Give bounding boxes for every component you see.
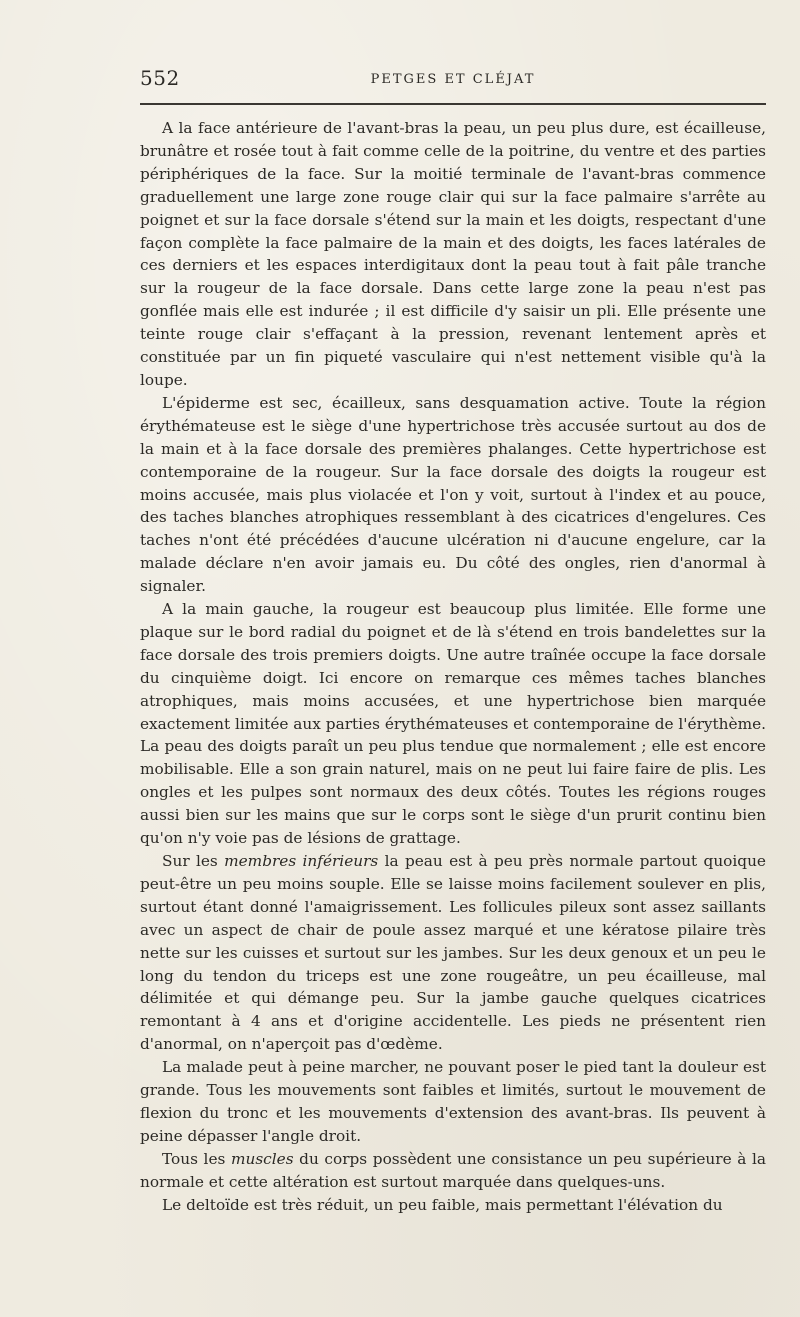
page-header [140,66,766,96]
italic-term: membres inférieurs [224,852,379,870]
paragraph: La malade peut à peine marcher, ne pouvant poser le pied tant la douleur est grande. Tous les mouvements sont faibles et limités, surtout le mouvement de flexion du tronc et les mouvements d'extension des avant-bras. Ils peuvent à peine dépasser l'angle droit. [140,1058,766,1145]
paragraph: Le deltoïde est très réduit, un peu faible, mais permettant l'élévation du [162,1195,723,1214]
paragraph-text: la peau est à peu près normale partout quoique peut-être un peu moins souple. Elle se laisse moins facilement soulever en plis, surtout étant donné l'amaigrissement. Les follicules pileux sont assez saillants avec un aspect de chair de poule assez marqué et une kératose pilaire très nette sur les cuisses et surtout sur les jambes. Sur les deux genoux et un peu le long du tendon du triceps est une zone rougeâtre, un peu écailleuse, mal délimitée et qui démange peu. Sur la jambe gauche quelques cicatrices remontant à 4 ans et d'origine accidentelle. Les pieds ne présentent rien d'anormal, on n'aperçoit pas d'œdème. [140,852,766,1054]
italic-term: muscles [230,1149,294,1168]
paragraph-text: du corps possèdent une consistance un peu supérieure à la normale et cette altération est surtout marquée dans quelques-uns. [140,1149,766,1191]
body-text [140,117,766,1217]
paragraph [140,1148,766,1194]
paragraph: L'épiderme est sec, écailleux, sans desquamation active. Toute la région érythémateuse est le siège d'une hypertrichose très accusée surtout au dos de la main et à la face dorsale des premières phalanges. Cette hypertrichose est contemporaine de la rougeur. Sur la face dorsale des doigts la rougeur est moins accusée, mais plus violacée et l'on y voit, surtout à l'index et au pouce, des taches blanches atrophiques ressemblant à des cicatrices d'engelures. Ces taches n'ont été précédées d'aucune ulcération ni d'aucune engelure, car la malade déclare n'en avoir jamais eu. Du côté des ongles, rien d'anormal à signaler. [140,393,766,596]
header-rule [140,103,766,105]
paragraph-text: Tous les [162,1149,231,1168]
paragraph: A la face antérieure de l'avant-bras la peau, un peu plus dure, est écailleuse, brunâtre et rosée tout à fait comme celle de la poitrine, du ventre et des parties périphériques de la face. Sur la moitié terminale de l'avant-bras commence graduellement une large zone rouge clair qui sur la face palmaire s'arrête au poignet et sur la face dorsale s'étend sur la main et les doigts, respectant d'une façon complète la face palmaire de la main et des doigts, les faces latérales de ces derniers et les espaces interdigitaux dont la peau tout à fait pâle tranche sur la rougeur de la face dorsale. Dans cette large zone la peau n'est pas gonflée mais elle est indurée ; il est difficile d'y saisir un pli. Elle présente une teinte rouge clair s'effaçant à la pression, revenant lentement après et constituée par un fin piqueté vasculaire qui n'est nettement visible qu'à la loupe. [140,119,766,389]
page-number: 552 [140,66,180,90]
running-head: PETGES ET CLÉJAT [370,72,536,87]
paragraph-text: Sur les [162,852,225,870]
paragraph: A la main gauche, la rougeur est beaucoup plus limitée. Elle forme une plaque sur le bord radial du poignet et de là s'étend en trois bandelettes sur la face dorsale des trois premiers doigts. Une autre traînée occupe la face dorsale du cinquième doigt. Ici encore on remarque ces mêmes taches blanches atrophiques, mais moins accusées, et une hypertrichose bien marquée exactement limitée aux parties érythémateuses et contemporaine de l'érythème. La peau des doigts paraît un peu plus tendue que normalement ; elle est encore mobilisable. Elle a son grain naturel, mais on ne peut lui faire faire de plis. Les ongles et les pulpes sont normaux des deux côtés. Toutes les régions rouges aussi bien sur les mains que sur le corps sont le siège d'un prurit continu bien qu'on n'y voie pas de lésions de grattage. [140,600,766,848]
paragraph [140,850,766,1056]
